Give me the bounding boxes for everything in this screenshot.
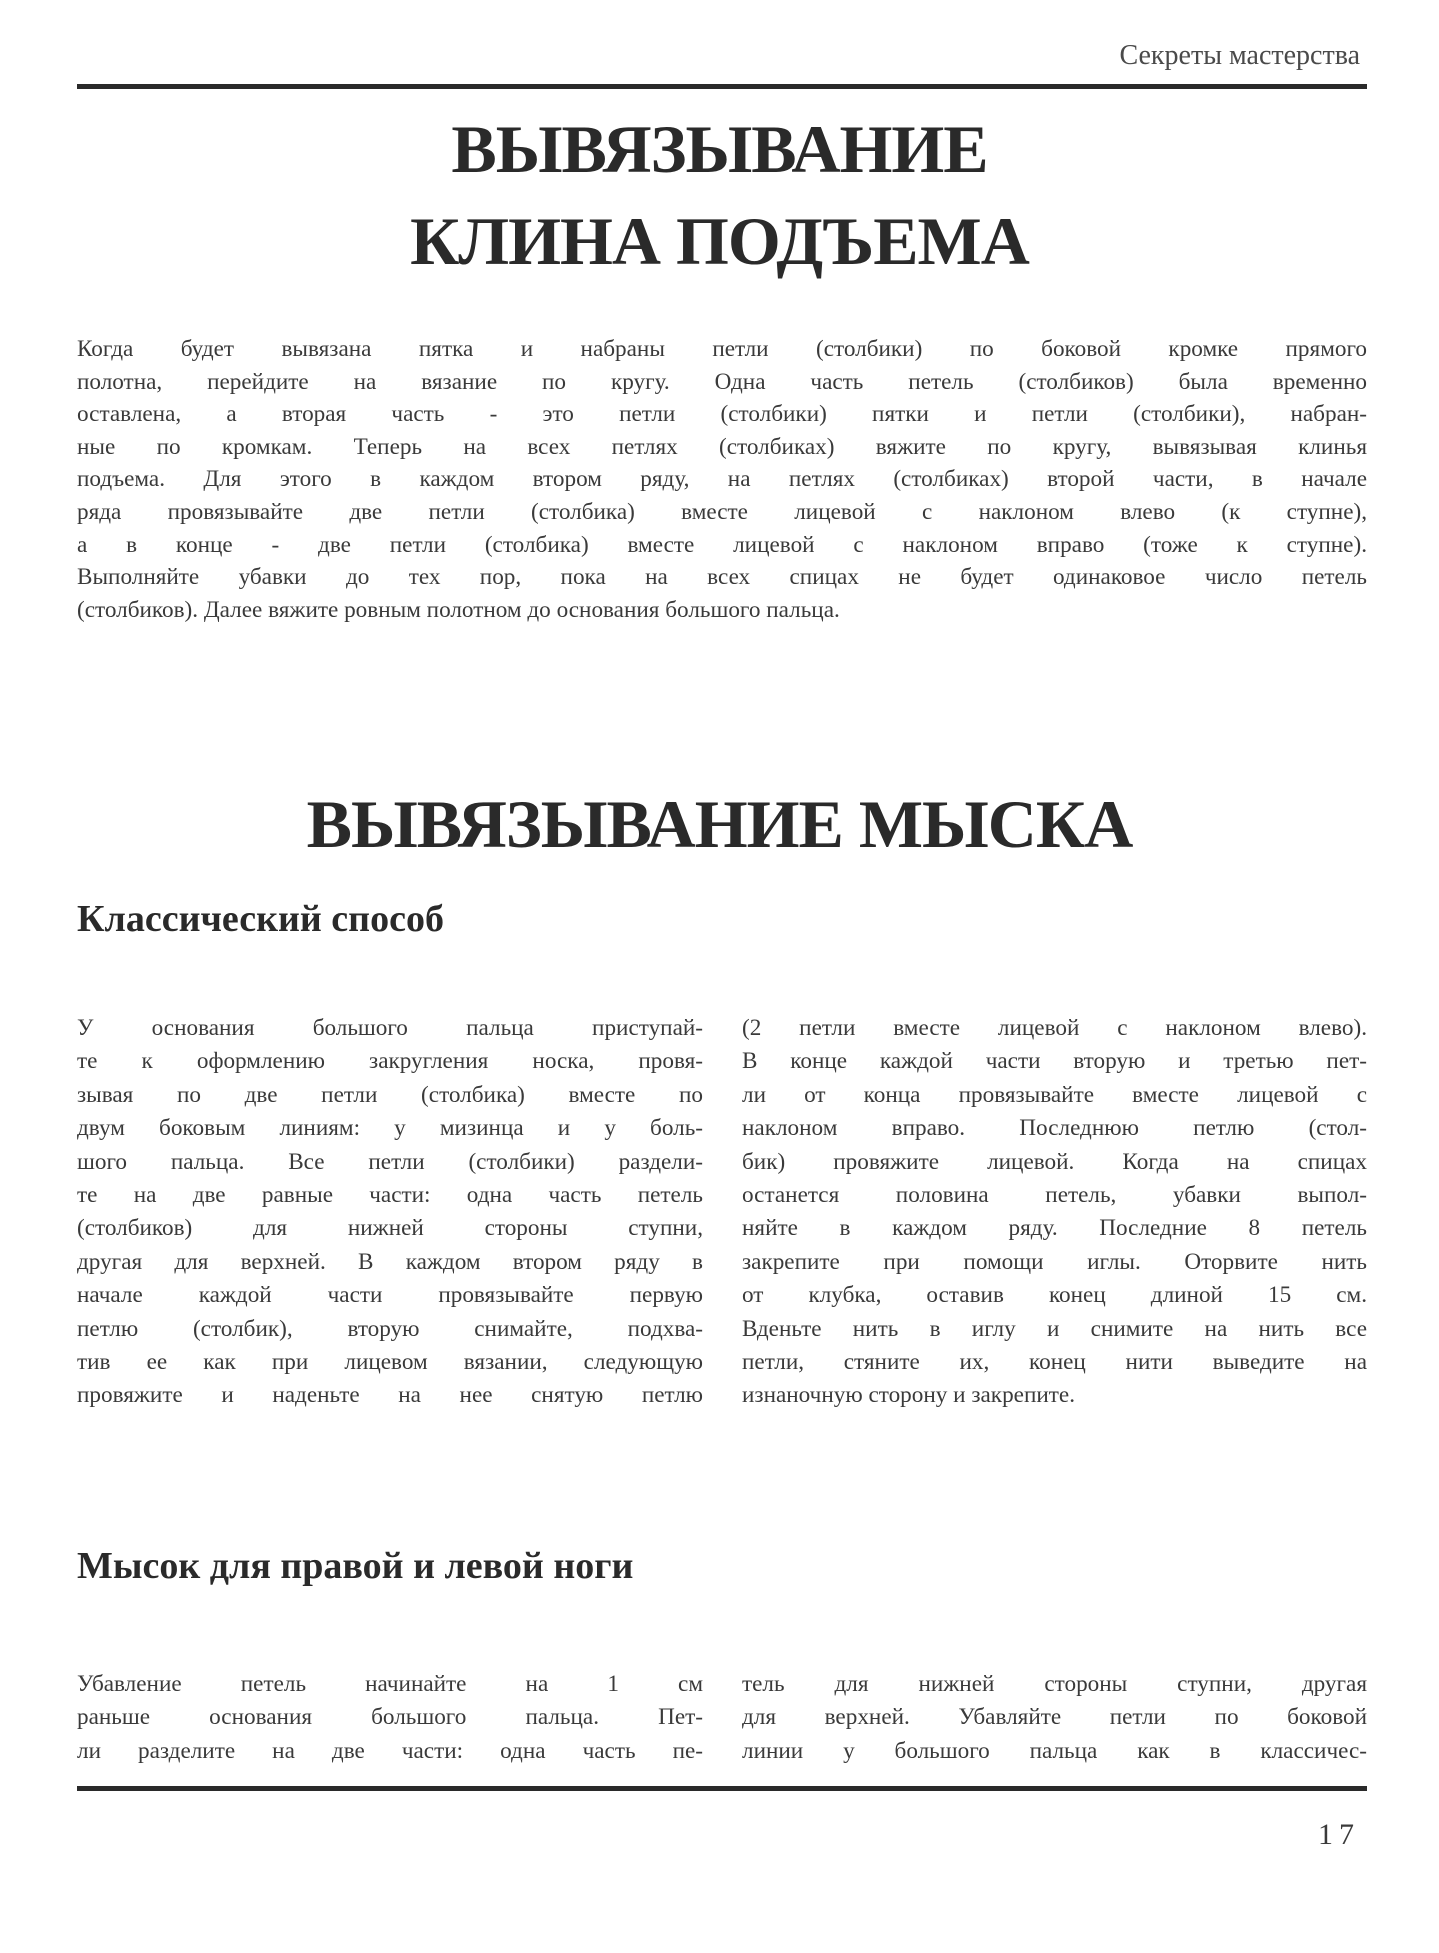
top-rule	[77, 84, 1367, 89]
page-number: 17	[1318, 1818, 1360, 1851]
running-head: Секреты мастерства	[1119, 40, 1360, 71]
text-line: шого пальца. Все петли (столбики) раздели-	[77, 1148, 703, 1175]
text-line: те к оформлению закругления носка, провя-	[77, 1048, 703, 1075]
text-line: (столбиков). Далее вяжите ровным полотном до основания большого пальца.	[77, 596, 840, 623]
text-line: начале каждой части провязывайте первую	[77, 1282, 703, 1309]
text-line: Когда будет вывязана пятка и набраны петли (столбики) по боковой кромке прямого	[77, 336, 1367, 362]
text-line: раньше основания большого пальца. Пет-	[77, 1704, 703, 1731]
text-line: ряда провязывайте две петли (столбика) вместе лицевой с наклоном влево (к ступне),	[77, 498, 1367, 525]
section-title-line: КЛИНА ПОДЪЕМА	[410, 203, 1029, 279]
text-line: закрепите при помощи иглы. Оторвите нить	[742, 1248, 1367, 1275]
text-line: ли от конца провязывайте вместе лицевой с	[742, 1081, 1367, 1108]
text-line: ли разделите на две части: одна часть пе-	[77, 1737, 703, 1764]
text-line: для верхней. Убавляйте петли по боковой	[742, 1704, 1367, 1731]
text-line: двум боковым линиям: у мизинца и у боль-	[77, 1115, 703, 1142]
text-line: другая для верхней. В каждом втором ряду в	[77, 1248, 703, 1275]
right-left-left-column	[77, 1668, 703, 1768]
text-line: те на две равные части: одна часть петель	[77, 1182, 703, 1209]
text-line: петли, стяните их, конец нити выведите на	[742, 1349, 1367, 1376]
text-line: (2 петли вместе лицевой с наклоном влево).	[742, 1015, 1367, 1041]
section-title-toe: ВЫВЯЗЫВАНИЕ МЫСКА	[306, 786, 1133, 862]
classic-right-column	[742, 1012, 1367, 1413]
text-line: от клубка, оставив конец длиной 15 см.	[742, 1282, 1367, 1309]
text-line: Выполняйте убавки до тех пор, пока на всех спицах не будет одинаковое число петель	[77, 564, 1367, 591]
text-line: оставлена, а вторая часть - это петли (столбики) пятки и петли (столбики), набран-	[77, 401, 1367, 428]
text-line: подъема. Для этого в каждом втором ряду, на петлях (столбиках) второй части, в начале	[77, 466, 1367, 493]
text-line: ные по кромкам. Теперь на всех петлях (столбиках) вяжите по кругу, вывязывая клинья	[77, 433, 1367, 460]
instep-paragraph	[77, 333, 1367, 626]
text-line: (столбиков) для нижней стороны ступни,	[77, 1215, 703, 1242]
subsection-title-classic: Классический способ	[77, 898, 444, 940]
text-line: У основания большого пальца приступай-	[77, 1015, 703, 1041]
text-line: няйте в каждом ряду. Последние 8 петель	[742, 1215, 1367, 1242]
text-line: В конце каждой части вторую и третью пет-	[742, 1048, 1367, 1075]
text-line: Вденьте нить в иглу и снимите на нить все	[742, 1315, 1367, 1342]
classic-left-column	[77, 1012, 703, 1413]
section-title-line: ВЫВЯЗЫВАНИЕ	[451, 111, 988, 187]
subsection-title-right-left: Мысок для правой и левой ноги	[77, 1545, 634, 1587]
text-line: Убавление петель начинайте на 1 см	[77, 1671, 703, 1697]
text-line: наклоном вправо. Последнюю петлю (стол-	[742, 1115, 1367, 1142]
text-line: полотна, перейдите на вязание по кругу. Одна часть петель (столбиков) была временно	[77, 368, 1367, 395]
bottom-rule	[77, 1786, 1367, 1791]
right-left-right-column	[742, 1668, 1367, 1768]
text-line: изнаночную сторону и закрепите.	[742, 1382, 1076, 1409]
text-line: бик) провяжите лицевой. Когда на спицах	[742, 1148, 1367, 1175]
text-line: провяжите и наденьте на нее снятую петлю	[77, 1382, 703, 1409]
text-line: останется половина петель, убавки выпол-	[742, 1182, 1367, 1209]
section-title-instep-gusset	[0, 103, 1439, 287]
text-line: тель для нижней стороны ступни, другая	[742, 1671, 1367, 1697]
text-line: линии у большого пальца как в классичес-	[742, 1737, 1367, 1764]
text-line: петлю (столбик), вторую снимайте, подхва-	[77, 1315, 703, 1342]
text-line: зывая по две петли (столбика) вместе по	[77, 1081, 703, 1108]
text-line: а в конце - две петли (столбика) вместе лицевой с наклоном вправо (тоже к ступне).	[77, 531, 1367, 558]
text-line: тив ее как при лицевом вязании, следующую	[77, 1349, 703, 1376]
